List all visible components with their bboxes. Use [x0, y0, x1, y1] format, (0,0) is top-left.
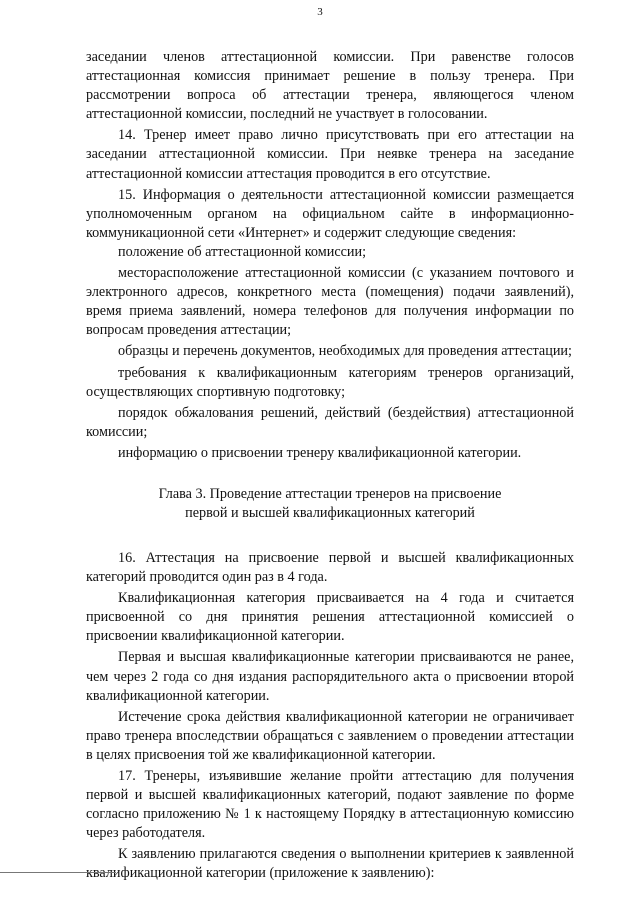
paragraph: К заявлению прилагаются сведения о выполнении критериев к заявленной квалификационной категории (приложение к заявлению):	[86, 846, 574, 882]
paragraph-16: 16. Аттестация на присвоение первой и высшей квалификационных категорий проводится один раз в 4 года.	[86, 549, 574, 586]
paragraph-14: 14. Тренер имеет право лично присутствовать при его аттестации на заседании аттестационной комиссии. При неявке тренера на заседание аттестационной комиссии аттестация проводится в его отсутствие.	[86, 127, 574, 182]
list-item: порядок обжалования решений, действий (бездействия) аттестационной комиссии;	[86, 404, 574, 440]
list-item: требования к квалификационным категориям тренеров организаций, осуществляющих спортивную подготовку;	[86, 364, 574, 400]
page-number: 3	[317, 6, 323, 18]
paragraph: Квалификационная категория присваивается на 4 года и считается присвоенной со дня принятия решения аттестационной комиссией о присвоении квалификационной категории.	[86, 590, 574, 645]
paragraph: Первая и высшая квалификационные категории присваиваются не ранее, чем через 2 года со дня издания распорядительного акта о присвоении второй квалификационной категории.	[86, 649, 574, 704]
list-item: образцы и перечень документов, необходимых для проведения аттестации;	[118, 343, 572, 360]
list-item: положение об аттестационной комиссии;	[118, 243, 367, 260]
chapter-heading-line: первой и высшей квалификационных категорий	[185, 504, 475, 521]
list-item: информацию о присвоении тренеру квалификационной категории.	[118, 444, 522, 461]
document-body	[86, 48, 574, 884]
paragraph-15: 15. Информация о деятельности аттестационной комиссии размещается уполномоченным органом на официальном сайте в информационно-коммуникационной сети «Интернет» и содержит следующие сведения:	[86, 186, 574, 241]
chapter-heading	[86, 485, 574, 523]
paragraph: Истечение срока действия квалификационной категории не ограничивает право тренера впоследствии обращаться с заявлением о проведении аттестации в целях присвоения той же квалификационной категории.	[86, 708, 574, 763]
footnote-separator-line	[0, 872, 116, 873]
paragraph-17: 17. Тренеры, изъявившие желание пройти аттестацию для получения первой и высшей квалификационных категорий, подают заявление по форме согласно приложению № 1 к настоящему Порядку в аттестационную комиссию через работодателя.	[86, 768, 574, 842]
list-item: месторасположение аттестационной комиссии (с указанием почтового и электронного адресов, конкретного места (помещения) подачи заявлений), время приема заявлений, номера телефонов для получения информации по вопросам проведения аттестации;	[86, 265, 574, 339]
chapter-heading-line: Глава 3. Проведение аттестации тренеров на присвоение	[158, 485, 502, 502]
paragraph-continuation: заседании членов аттестационной комиссии. При равенстве голосов аттестационная комиссия принимает решение в пользу тренера. При рассмотрении вопроса об аттестации тренера, являющегося членом аттестационной комиссии, последний не участвует в голосовании.	[86, 49, 574, 123]
